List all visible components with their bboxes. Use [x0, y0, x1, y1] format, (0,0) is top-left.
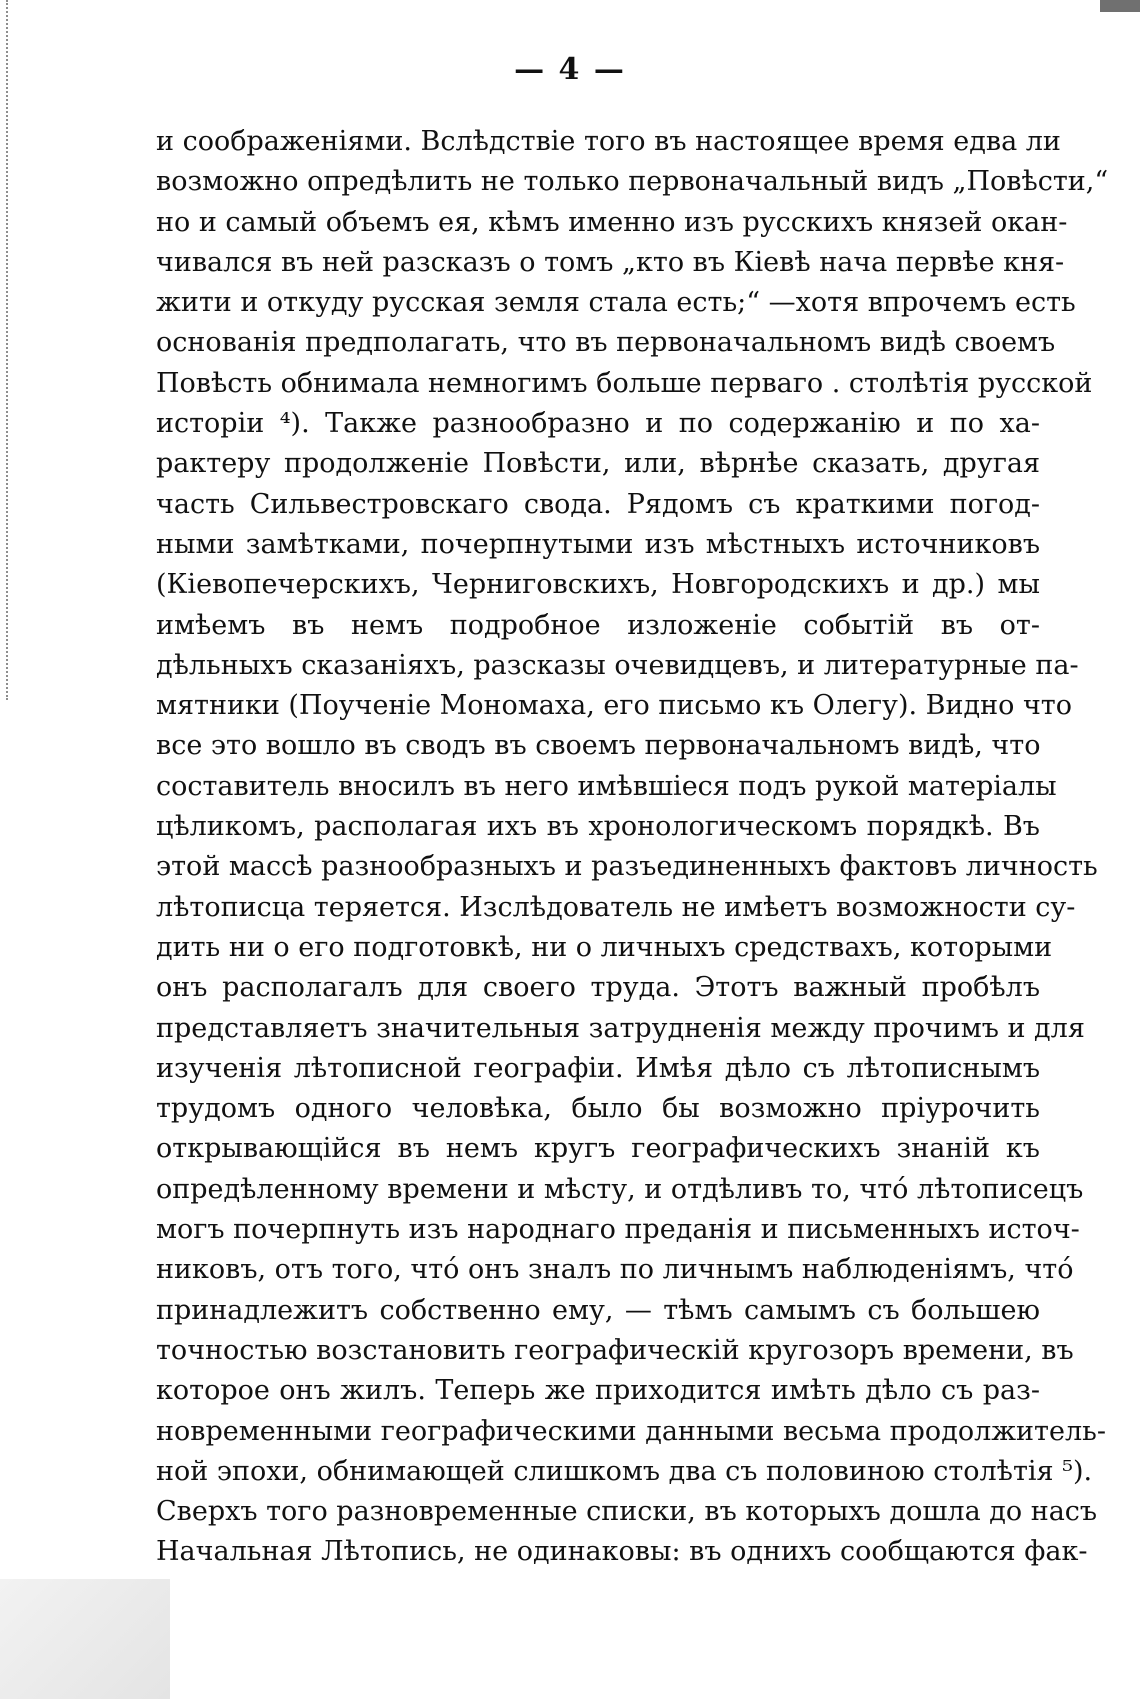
text-line: дѣльныхъ сказаніяхъ, разсказы очевидцевъ, и литературные па-	[156, 649, 1079, 681]
text-line: точностью возстановить географическій кругозоръ времени, въ	[156, 1334, 1074, 1366]
text-line: новременными географическими данными весьма продолжитель-	[156, 1415, 1106, 1447]
paper-smudge	[0, 1579, 170, 1699]
text-line: ной эпохи, обнимающей слишкомъ два съ половиною столѣтія ⁵).	[156, 1455, 1093, 1487]
text-line: но и самый объемъ ея, кѣмъ именно изъ русскихъ князей окан-	[156, 206, 1068, 238]
text-line: опредѣленному времени и мѣсту, и отдѣливъ то, что́ лѣтописецъ	[156, 1173, 1084, 1205]
text-line: и соображеніями. Вслѣдствіе того въ настоящее время едва ли	[156, 126, 1061, 157]
body-text	[156, 122, 1109, 1573]
text-line: мятники (Поученіе Мономаха, его письмо къ Олегу). Видно что	[156, 690, 1072, 722]
text-line: возможно опредѣлить не только первоначальный видъ „Повѣсти,“	[156, 166, 1109, 198]
text-line: лѣтописца теряется. Изслѣдователь не имѣетъ возможности су-	[156, 891, 1076, 923]
text-line: (Кіевопечерскихъ, Черниговскихъ, Новгородскихъ и др.) мы	[156, 569, 1040, 601]
scan-edge-left	[6, 0, 14, 700]
text-line: дить ни о его подготовкѣ, ни о личныхъ средствахъ, которыми	[156, 931, 1053, 963]
text-line: могъ почерпнуть изъ народнаго преданія и письменныхъ источ-	[156, 1214, 1080, 1246]
text-line: никовъ, отъ того, что́ онъ зналъ по личнымъ наблюденіямъ, что́	[156, 1254, 1074, 1286]
text-line: все это вошло въ сводъ въ своемъ первоначальномъ видѣ, что	[156, 730, 1041, 762]
text-line: этой массѣ разнообразныхъ и разъединенныхъ фактовъ личность	[156, 851, 1098, 883]
text-line: Сверхъ того разновременные списки, въ которыхъ дошла до насъ	[156, 1496, 1098, 1528]
text-line: трудомъ одного человѣка, было бы возможно пріурочить	[156, 1093, 1040, 1125]
text-line: принадлежитъ собственно ему, — тѣмъ самымъ съ большею	[156, 1294, 1040, 1326]
text-line: изученія лѣтописной географіи. Имѣя дѣло съ лѣтописнымъ	[156, 1052, 1040, 1084]
text-line: представляетъ значительныя затрудненія между прочимъ и для	[156, 1012, 1085, 1044]
text-line: составитель вносилъ въ него имѣвшіеся подъ рукой матеріалы	[156, 770, 1057, 802]
text-line: цѣликомъ, располагая ихъ въ хронологическомъ порядкѣ. Въ	[156, 811, 1040, 843]
text-line: Начальная Лѣтопись, не одинаковы: въ однихъ сообщаются фак-	[156, 1536, 1088, 1568]
page-number: — 4 —	[514, 52, 626, 87]
text-line: открывающійся въ немъ кругъ географическихъ знаній къ	[156, 1133, 1040, 1165]
text-line: чивался въ ней разсказъ о томъ „кто въ Кіевѣ нача первѣе кня-	[156, 246, 1065, 278]
text-line: основанія предполагать, что въ первоначальномъ видѣ своемъ	[156, 327, 1056, 359]
text-line: рактеру продолженіе Повѣсти, или, вѣрнѣе сказать, другая	[156, 448, 1040, 480]
text-line: часть Сильвестровскаго свода. Рядомъ съ краткими погод-	[156, 488, 1040, 520]
text-line: исторіи ⁴). Также разнообразно и по содержанію и по ха-	[156, 408, 1040, 440]
text-line: которое онъ жилъ. Теперь же приходится имѣть дѣло съ раз-	[156, 1375, 1040, 1407]
text-line: ными замѣтками, почерпнутыми изъ мѣстныхъ источниковъ	[156, 528, 1040, 560]
scan-edge-right	[1100, 0, 1140, 12]
text-line: онъ располагалъ для своего труда. Этотъ важный пробѣлъ	[156, 972, 1040, 1004]
text-line: имѣемъ въ немъ подробное изложеніе событій въ от-	[156, 609, 1040, 641]
text-line: жити и откуду русская земля стала есть;“ —хотя впрочемъ есть	[156, 287, 1076, 319]
text-line: Повѣсть обнимала немногимъ больше перваго . столѣтія русской	[156, 367, 1093, 399]
